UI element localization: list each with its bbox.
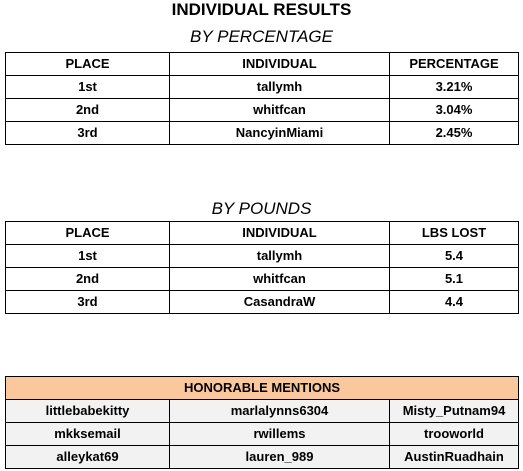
individual-cell: tallymh	[170, 76, 390, 99]
column-header-percentage: PERCENTAGE	[390, 53, 519, 76]
table-row	[6, 122, 519, 145]
table-header-row	[6, 53, 519, 76]
mention-cell: lauren_989	[170, 446, 390, 469]
table-row	[6, 245, 519, 268]
table-row	[6, 446, 519, 469]
table-row	[6, 268, 519, 291]
place-cell: 3rd	[6, 291, 170, 314]
percentage-section-title: BY PERCENTAGE	[190, 27, 333, 46]
column-header-place: PLACE	[6, 53, 170, 76]
mention-cell: AustinRuadhain	[390, 446, 519, 469]
mention-cell: trooworld	[390, 423, 519, 446]
place-cell: 2nd	[6, 268, 170, 291]
lbs-lost-cell: 4.4	[390, 291, 519, 314]
lbs-lost-cell: 5.4	[390, 245, 519, 268]
honorable-mentions-header-row	[6, 377, 519, 400]
mention-cell: mkksemail	[6, 423, 170, 446]
place-cell: 3rd	[6, 122, 170, 145]
pounds-results-table	[5, 221, 519, 314]
table-row	[6, 400, 519, 423]
column-header-lbs-lost: LBS LOST	[390, 222, 519, 245]
mention-cell: marlalynns6304	[170, 400, 390, 423]
place-cell: 1st	[6, 245, 170, 268]
table-row	[6, 291, 519, 314]
individual-cell: tallymh	[170, 245, 390, 268]
table-row	[6, 99, 519, 122]
mention-cell: alleykat69	[6, 446, 170, 469]
lbs-lost-cell: 5.1	[390, 268, 519, 291]
column-header-individual: INDIVIDUAL	[170, 53, 390, 76]
percentage-cell: 2.45%	[390, 122, 519, 145]
page-title: INDIVIDUAL RESULTS	[171, 0, 352, 19]
individual-cell: whitfcan	[170, 99, 390, 122]
individual-cell: CasandraW	[170, 291, 390, 314]
mention-cell: littlebabekitty	[6, 400, 170, 423]
place-cell: 1st	[6, 76, 170, 99]
place-cell: 2nd	[6, 99, 170, 122]
honorable-mentions-table	[5, 376, 519, 469]
mention-cell: rwillems	[170, 423, 390, 446]
percentage-cell: 3.04%	[390, 99, 519, 122]
individual-cell: NancyinMiami	[170, 122, 390, 145]
column-header-individual: INDIVIDUAL	[170, 222, 390, 245]
table-row	[6, 423, 519, 446]
percentage-results-table	[5, 52, 519, 145]
percentage-cell: 3.21%	[390, 76, 519, 99]
table-header-row	[6, 222, 519, 245]
table-row	[6, 76, 519, 99]
column-header-place: PLACE	[6, 222, 170, 245]
honorable-mentions-heading: HONORABLE MENTIONS	[6, 377, 519, 400]
pounds-section-title: BY POUNDS	[211, 199, 312, 218]
individual-cell: whitfcan	[170, 268, 390, 291]
mention-cell: Misty_Putnam94	[390, 400, 519, 423]
